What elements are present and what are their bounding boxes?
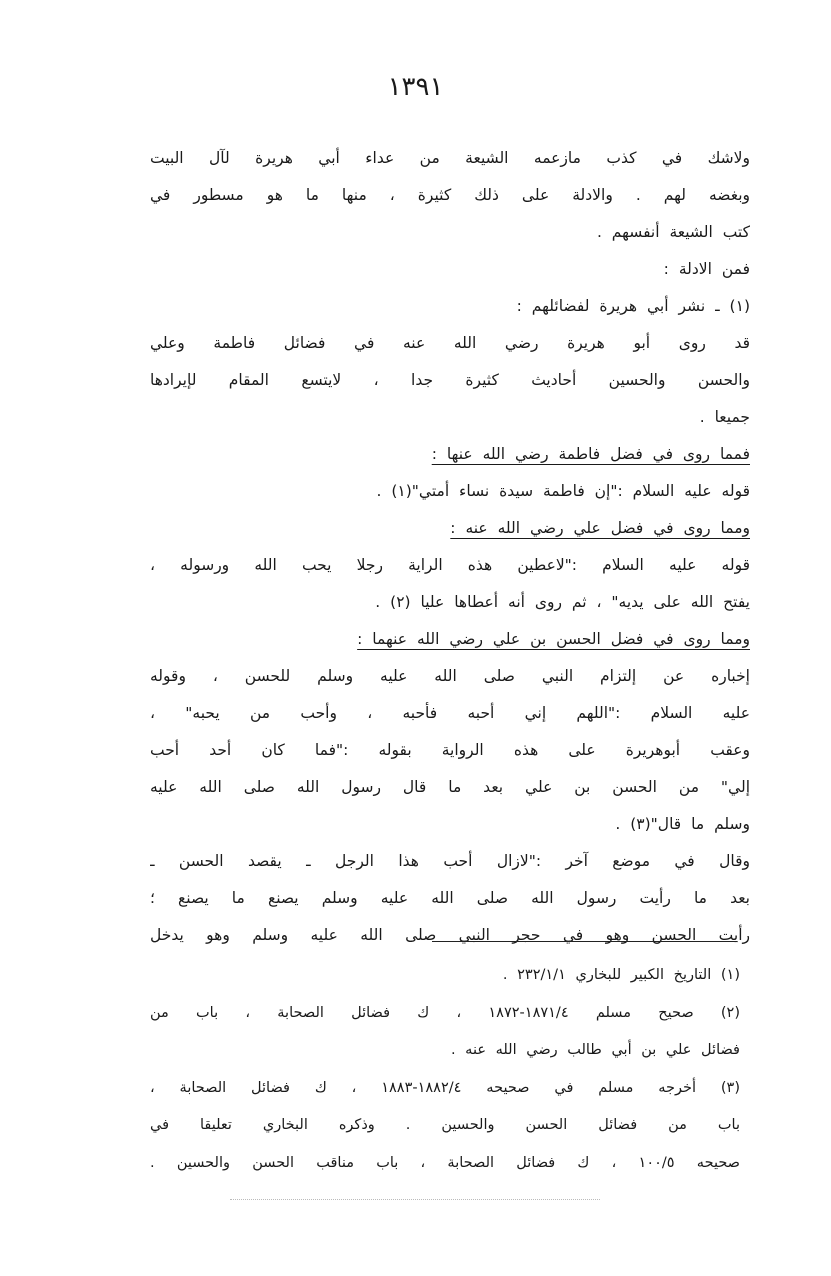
footnote-line-1: (١) التاريخ الكبير للبخاري ٢٣٢/١/١ . — [502, 967, 740, 983]
footnote-line-5: باب من فضائل الحسن والحسين . وذكره البخاري تعليقا في — [150, 1117, 740, 1133]
body-line-15: إخباره عن إلتزام النبي صلى الله عليه وسلم للحسن ، وقوله — [150, 667, 750, 685]
body-text — [150, 140, 750, 954]
body-line-1: ولاشك في كذب مازعمه الشيعة من عداء أبي هريرة لآل البيت — [150, 149, 750, 167]
body-line-22: رأيت الحسن وهو في حجر النبي صلى الله عليه وسلم وهو يدخل — [150, 926, 750, 944]
body-line-20: وقال في موضع آخر :"لازال أحب هذا الرجل ـ يقصد الحسن ـ — [150, 852, 750, 870]
body-line-14: ومما روى في فضل الحسن بن علي رضي الله عنهما : — [357, 630, 750, 648]
footnote-line-6: صحيحه ١٠٠/٥ ، ك فضائل الصحابة ، باب مناقب الحسن والحسين . — [150, 1154, 740, 1171]
body-line-10: قوله عليه السلام :"إن فاطمة سيدة نساء أمتي"(١) . — [376, 482, 750, 500]
body-line-5: (١) ـ نشر أبي هريرة لفضائلهم : — [516, 297, 750, 315]
footnote-line-2: (٢) صحيح مسلم ١٨٧١/٤-١٨٧٢ ، ك فضائل الصحابة ، باب من — [150, 1004, 740, 1021]
body-line-18: إلي" من الحسن بن علي بعد ما قال رسول الله صلى الله عليه — [150, 778, 750, 796]
body-line-16: عليه السلام :"اللهم إني أحبه فأحبه ، وأحب من يحبه" ، — [150, 704, 750, 722]
body-line-11: ومما روى في فضل علي رضي الله عنه : — [450, 519, 750, 537]
body-line-12: قوله عليه السلام :"لاعطين هذه الراية رجلا يحب الله ورسوله ، — [150, 556, 750, 574]
footnote-separator — [432, 941, 737, 942]
body-line-21: بعد ما رأيت رسول الله صلى الله عليه وسلم يصنع ما يصنع ؛ — [150, 889, 750, 907]
body-line-17: وعقب أبوهريرة على هذه الرواية بقوله :"فما كان أحد أحب — [150, 741, 750, 759]
footnotes — [150, 957, 740, 1182]
footnote-line-3: فضائل علي بن أبي طالب رضي الله عنه . — [450, 1042, 740, 1058]
body-line-6: قد روى أبو هريرة رضي الله عنه في فضائل فاطمة وعلي — [150, 334, 750, 352]
body-line-9: فمما روى في فضل فاطمة رضي الله عنها : — [431, 445, 750, 463]
body-line-3: كتب الشيعة أنفسهم . — [596, 223, 750, 241]
page-number: ١٣٩١ — [387, 72, 444, 102]
body-line-8: جميعا . — [699, 408, 750, 426]
body-line-2: وبغضه لهم . والادلة على ذلك كثيرة ، منها ما هو مسطور في — [150, 186, 750, 204]
body-line-4: فمن الادلة : — [663, 260, 750, 278]
body-line-13: يفتح الله على يديه" ، ثم روى أنه أعطاها عليا (٢) . — [375, 593, 750, 611]
body-line-7: والحسن والحسين أحاديث كثيرة جدا ، لايتسع المقام لإيرادها — [150, 371, 750, 389]
footnote-line-4: (٣) أخرجه مسلم في صحيحه ١٨٨٢/٤-١٨٨٣ ، ك فضائل الصحابة ، — [150, 1079, 740, 1096]
scan-artifact — [230, 1199, 600, 1202]
body-line-19: وسلم ما قال"(٣) . — [615, 815, 750, 833]
